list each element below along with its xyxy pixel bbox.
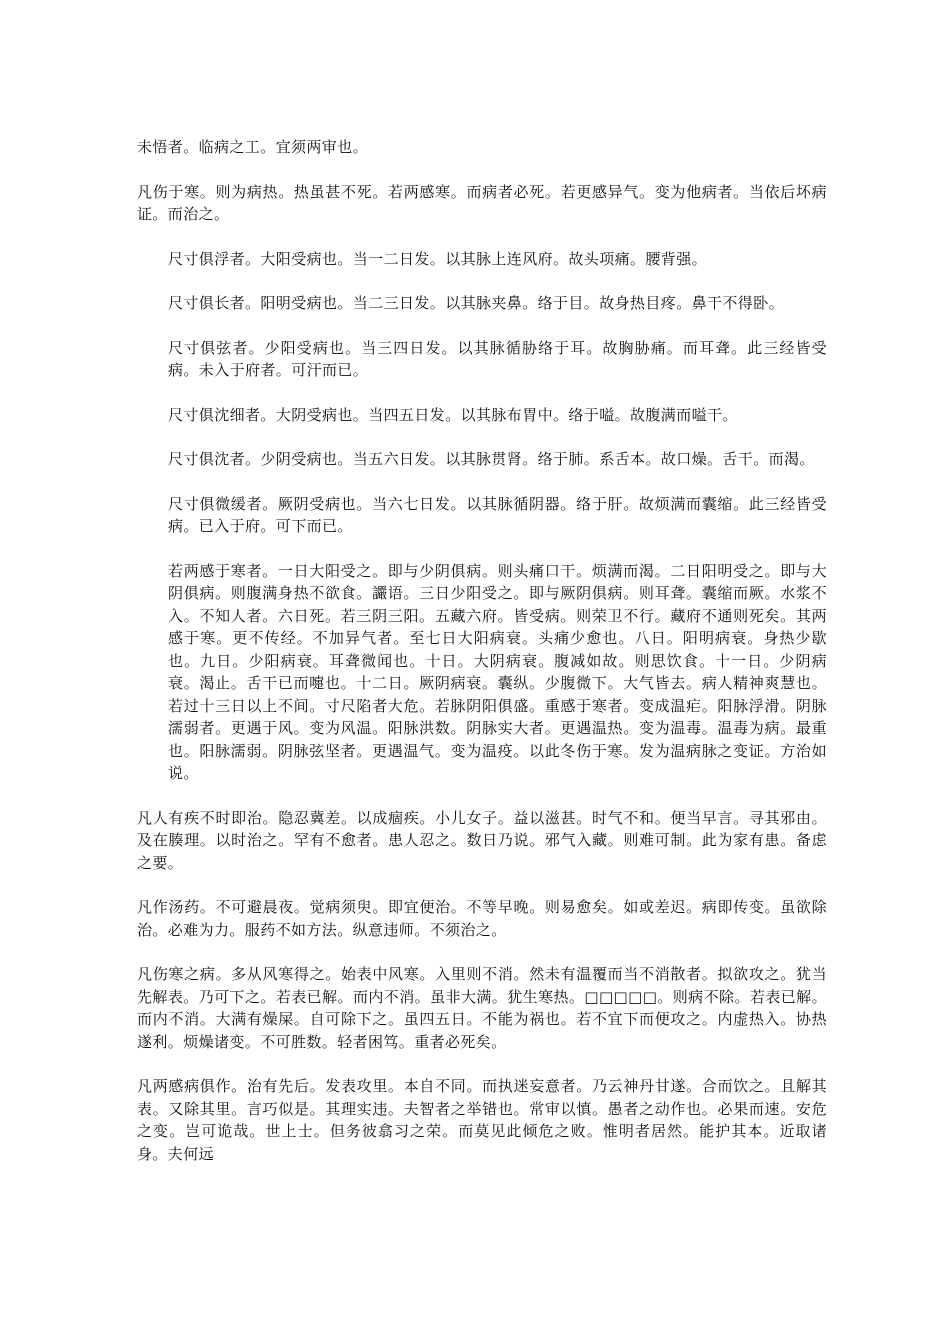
- paragraph-1: 未悟者。临病之工。宜须两审也。: [137, 138, 369, 156]
- paragraph-10: 凡人有疾不时即治。隐忍冀差。以成痼疾。小儿女子。益以滋甚。时气不和。便当早言。寻其邪由。及在腠理。以时治之。罕有不愈者。患人忍之。数日乃说。邪气入藏。则难可制。此为家有患。备虑之要。: [137, 808, 827, 872]
- paragraph-7: 尺寸俱沈者。少阴受病也。当五六日发。以其脉贯肾。络于肺。系舌本。故口燥。舌干。而渴。: [168, 450, 815, 468]
- paragraph-11: 凡作汤药。不可避晨夜。觉病须臾。即宜便治。不等早晚。则易愈矣。如或差迟。病即传变。虽欲除治。必难为力。服药不如方法。纵意违师。不须治之。: [137, 898, 827, 939]
- document-page: [137, 136, 827, 1187]
- paragraph-8: 尺寸俱微缓者。厥阴受病也。当六七日发。以其脉循阴器。络于肝。故烦满而囊缩。此三经皆受病。已入于府。可下而已。: [168, 494, 827, 535]
- paragraph-3: 尺寸俱浮者。大阳受病也。当一二日发。以其脉上连风府。故头项痛。腰背强。: [168, 249, 708, 268]
- paragraph-5: 尺寸俱弦者。少阳受病也。当三四日发。以其脉循胁络于耳。故胸胁痛。而耳聋。此三经皆受病。未入于府者。可汗而已。: [168, 338, 827, 379]
- paragraph-6: 尺寸俱沈细者。大阴受病也。当四五日发。以其脉布胃中。络于嗌。故腹满而嗌干。: [168, 405, 738, 424]
- paragraph-9: 若两感于寒者。一日大阳受之。即与少阴俱病。则头痛口干。烦满而渴。二日阳明受之。即与大阴俱病。则腹满身热不欲食。讝语。三日少阳受之。即与厥阴俱病。则耳聋。囊缩而厥。水浆不入。不知人者。六日死。若三阴三阳。五藏六府。皆受病。则荣卫不行。藏府不通则死矣。其两感于寒。更不传经。不加异气者。至七日大阳病衰。头痛少愈也。八日。阳明病衰。身热少歇也。九日。少阳病衰。耳聋微闻也。十日。大阴病衰。腹减如故。则思饮食。十一日。少阴病衰。渴止。舌干已而嚏也。十二日。厥阴病衰。囊纵。少腹微下。大气皆去。病人精神爽慧也。若过十三日以上不间。寸尺陷者大危。若脉阴阳俱盛。重感于寒者。变成温疟。阳脉浮滑。阴脉濡弱者。更遇于风。变为风温。阳脉洪数。阴脉实大者。更遇温热。变为温毒。温毒为病。最重也。阳脉濡弱。阴脉弦坚者。更遇温气。变为温疫。以此冬伤于寒。发为温病脉之变证。方治如说。: [168, 561, 827, 782]
- paragraph-4: 尺寸俱长者。阳明受病也。当二三日发。以其脉夹鼻。络于目。故身热目疼。鼻干不得卧。: [168, 294, 785, 312]
- paragraph-12: 凡伤寒之病。多从风寒得之。始表中风寒。入里则不消。然未有温覆而当不消散者。拟欲攻之。犹当先解表。乃可下之。若表已解。而内不消。虽非大满。犹生寒热。□□□□□。则病不除。若表已解。而内不消。大满有燥屎。自可除下之。虽四五日。不能为祸也。若不宜下而便攻之。内虚热入。协热遂利。烦燥诸变。不可胜数。轻者困笃。重者必死矣。: [137, 965, 827, 1051]
- paragraph-2: 凡伤于寒。则为病热。热虽甚不死。若两感寒。而病者必死。若更感异气。变为他病者。当依后坏病证。而治之。: [137, 182, 827, 223]
- paragraph-13: 凡两感病俱作。治有先后。发表攻里。本自不同。而执迷妄意者。乃云神丹甘遂。合而饮之。且解其表。又除其里。言巧似是。其理实违。夫智者之举错也。常审以慎。愚者之动作也。必果而速。安危之变。岂可诡哉。世上士。但务彼翕习之荣。而莫见此倾危之败。惟明者居然。能护其本。近取诸身。夫何远: [137, 1077, 827, 1163]
